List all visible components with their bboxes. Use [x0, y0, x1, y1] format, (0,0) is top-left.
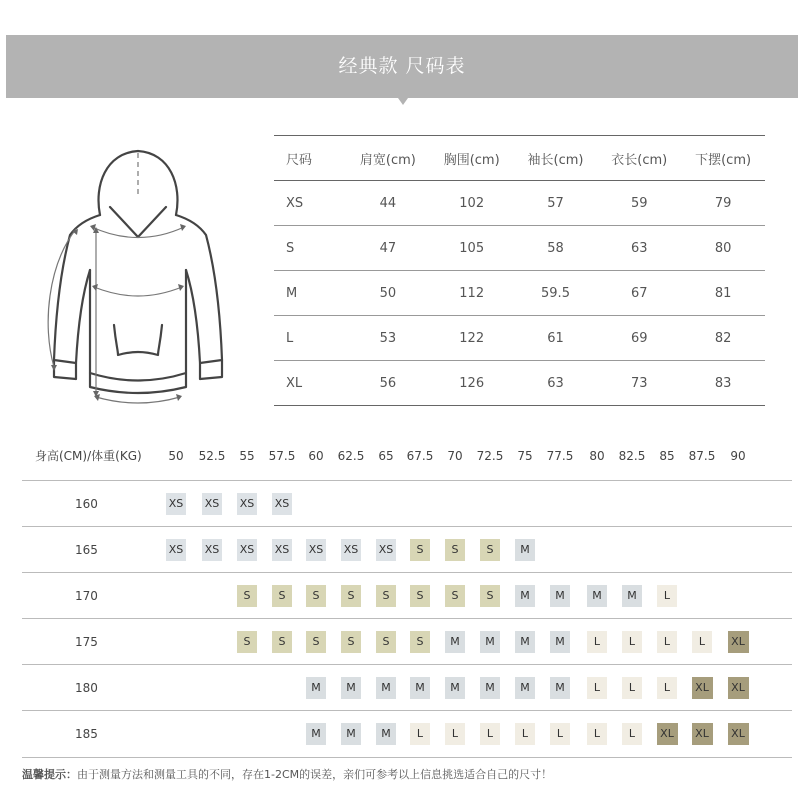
weight-column-label: 70: [447, 449, 463, 463]
value-cell: 56: [379, 375, 397, 391]
size-cell: S: [286, 240, 295, 256]
size-recommendation-cell: XL: [657, 723, 678, 745]
height-row: [22, 710, 792, 758]
value-cell: 44: [379, 195, 397, 211]
size-recommendation-cell: L: [480, 723, 500, 745]
size-recommendation-cell: XS: [376, 539, 396, 561]
size-recommendation-cell: XL: [692, 723, 713, 745]
header-size: 尺码: [286, 152, 313, 168]
size-recommendation-cell: L: [587, 631, 607, 653]
page-title: 经典款 尺码表: [338, 55, 466, 77]
size-recommendation-cell: L: [657, 631, 677, 653]
header-sleeve: 袖长(cm): [527, 152, 584, 168]
weight-column-label: 55: [239, 449, 255, 463]
tip-note: [22, 766, 552, 782]
value-cell: 80: [714, 240, 732, 256]
size-recommendation-cell: XL: [728, 677, 749, 699]
height-row: [22, 480, 792, 527]
size-recommendation-cell: M: [306, 723, 326, 745]
size-recommendation-cell: S: [237, 631, 257, 653]
size-recommendation-cell: L: [622, 723, 642, 745]
value-cell: 58: [547, 240, 564, 256]
size-recommendation-cell: S: [410, 585, 430, 607]
weight-column-label: 67.5: [406, 449, 434, 463]
size-recommendation-cell: S: [410, 631, 430, 653]
size-recommendation-cell: S: [272, 631, 292, 653]
size-recommendation-cell: L: [657, 585, 677, 607]
height-row: [22, 664, 792, 711]
size-recommendation-cell: L: [445, 723, 465, 745]
value-cell: 69: [631, 330, 648, 346]
size-recommendation-cell: XS: [166, 493, 186, 515]
size-recommendation-cell: M: [515, 585, 535, 607]
size-recommendation-cell: M: [445, 631, 465, 653]
size-recommendation-cell: L: [657, 677, 677, 699]
value-cell: 67: [631, 285, 648, 301]
size-recommendation-cell: M: [550, 677, 570, 699]
height-label: 175: [75, 635, 98, 649]
value-cell: 73: [631, 375, 648, 391]
measurement-header-row: [274, 136, 765, 181]
tip-label: 温馨提示：: [22, 768, 77, 781]
weight-column-label: 85: [659, 449, 675, 463]
weight-column-label: 80: [589, 449, 605, 463]
weight-column-label: 72.5: [476, 449, 504, 463]
hoodie-illustration: [32, 145, 247, 405]
size-recommendation-cell: XS: [202, 493, 222, 515]
header-length: 衣长(cm): [611, 152, 668, 168]
size-cell: XL: [286, 375, 303, 391]
size-recommendation-cell: XS: [272, 493, 292, 515]
weight-header-row: [22, 443, 792, 469]
measurement-table: [274, 135, 765, 406]
value-cell: 122: [459, 330, 485, 346]
size-recommendation-cell: M: [550, 585, 570, 607]
size-recommendation-cell: L: [410, 723, 430, 745]
size-recommendation-cell: S: [306, 631, 326, 653]
weight-column-label: 52.5: [198, 449, 226, 463]
size-recommendation-cell: XS: [306, 539, 326, 561]
size-recommendation-cell: S: [306, 585, 326, 607]
size-recommendation-cell: XS: [166, 539, 186, 561]
value-cell: 63: [631, 240, 648, 256]
banner-notch: [398, 98, 408, 105]
size-recommendation-cell: M: [376, 677, 396, 699]
weight-column-label: 65: [378, 449, 394, 463]
size-recommendation-cell: XS: [237, 539, 257, 561]
value-cell: 59.5: [541, 285, 570, 301]
size-recommendation-cell: L: [550, 723, 570, 745]
value-cell: 81: [714, 285, 732, 301]
header-chest: 胸围(cm): [443, 152, 500, 168]
size-cell: M: [286, 285, 298, 301]
size-recommendation-cell: S: [480, 539, 500, 561]
size-recommendation-cell: S: [341, 631, 361, 653]
size-recommendation-cell: M: [306, 677, 326, 699]
weight-column-label: 77.5: [546, 449, 574, 463]
size-recommendation-cell: L: [587, 723, 607, 745]
size-recommendation-cell: XL: [728, 723, 749, 745]
size-recommendation-cell: S: [445, 539, 465, 561]
value-cell: 63: [547, 375, 564, 391]
weight-column-label: 62.5: [337, 449, 365, 463]
size-recommendation-cell: S: [237, 585, 257, 607]
size-recommendation-cell: XS: [341, 539, 361, 561]
value-cell: 82: [714, 330, 732, 346]
size-recommendation-cell: L: [587, 677, 607, 699]
size-recommendation-cell: M: [587, 585, 607, 607]
height-label: 185: [75, 727, 98, 741]
value-cell: 83: [714, 375, 732, 391]
size-recommendation-cell: L: [622, 677, 642, 699]
size-recommendation-cell: M: [445, 677, 465, 699]
value-cell: 112: [459, 285, 485, 301]
height-row: [22, 526, 792, 573]
size-recommendation-cell: L: [692, 631, 712, 653]
header-hem: 下摆(cm): [695, 152, 752, 168]
size-recommendation-cell: L: [622, 631, 642, 653]
height-label: 170: [75, 589, 98, 603]
weight-column-label: 57.5: [268, 449, 296, 463]
value-cell: 47: [379, 240, 397, 256]
size-recommendation-cell: S: [376, 585, 396, 607]
size-recommendation-cell: M: [376, 723, 396, 745]
value-cell: 102: [459, 195, 485, 211]
size-cell: L: [286, 330, 294, 346]
size-recommendation-cell: XL: [728, 631, 749, 653]
size-recommendation-cell: M: [341, 677, 361, 699]
height-row: [22, 572, 792, 619]
tip-text: 由于测量方法和测量工具的不同，存在1-2CM的误差，亲们可参考以上信息挑选适合自己的尺寸！: [77, 768, 553, 781]
height-label: 160: [75, 497, 98, 511]
height-row: [22, 618, 792, 665]
weight-column-label: 82.5: [618, 449, 646, 463]
size-recommendation-cell: L: [515, 723, 535, 745]
size-recommendation-cell: M: [410, 677, 430, 699]
size-recommendation-cell: M: [550, 631, 570, 653]
value-cell: 59: [631, 195, 648, 211]
size-cell: XS: [286, 195, 304, 211]
size-recommendation-cell: S: [376, 631, 396, 653]
value-cell: 79: [714, 195, 732, 211]
weight-column-label: 87.5: [688, 449, 716, 463]
height-label: 165: [75, 543, 98, 557]
weight-column-label: 50: [168, 449, 184, 463]
size-recommendation-cell: XS: [272, 539, 292, 561]
size-recommendation-cell: M: [341, 723, 361, 745]
weight-column-label: 90: [730, 449, 746, 463]
measurement-row: [274, 271, 765, 316]
size-recommendation-cell: M: [480, 631, 500, 653]
size-recommendation-cell: XS: [237, 493, 257, 515]
size-recommendation-cell: M: [622, 585, 642, 607]
value-cell: 126: [459, 375, 485, 391]
height-weight-label: 身高(CM)/体重(KG): [35, 449, 142, 463]
header-shoulder: 肩宽(cm): [359, 152, 416, 168]
weight-column-label: 60: [308, 449, 324, 463]
size-recommendation-cell: M: [480, 677, 500, 699]
value-cell: 53: [379, 330, 397, 346]
measurement-row: [274, 361, 765, 406]
value-cell: 57: [547, 195, 564, 211]
size-recommendation-cell: S: [410, 539, 430, 561]
size-recommendation-cell: M: [515, 539, 535, 561]
size-recommendation-cell: M: [515, 631, 535, 653]
size-recommendation-cell: XL: [692, 677, 713, 699]
size-recommendation-cell: S: [272, 585, 292, 607]
measurement-row: [274, 226, 765, 271]
size-recommendation-cell: M: [515, 677, 535, 699]
size-recommendation-cell: XS: [202, 539, 222, 561]
measurement-row: [274, 316, 765, 361]
size-recommendation-cell: S: [341, 585, 361, 607]
size-recommendation-cell: S: [445, 585, 465, 607]
value-cell: 105: [459, 240, 485, 256]
value-cell: 61: [547, 330, 564, 346]
size-recommendation-cell: S: [480, 585, 500, 607]
value-cell: 50: [379, 285, 397, 301]
title-banner: [6, 35, 798, 98]
weight-column-label: 75: [517, 449, 533, 463]
measurement-row: [274, 181, 765, 226]
height-label: 180: [75, 681, 98, 695]
